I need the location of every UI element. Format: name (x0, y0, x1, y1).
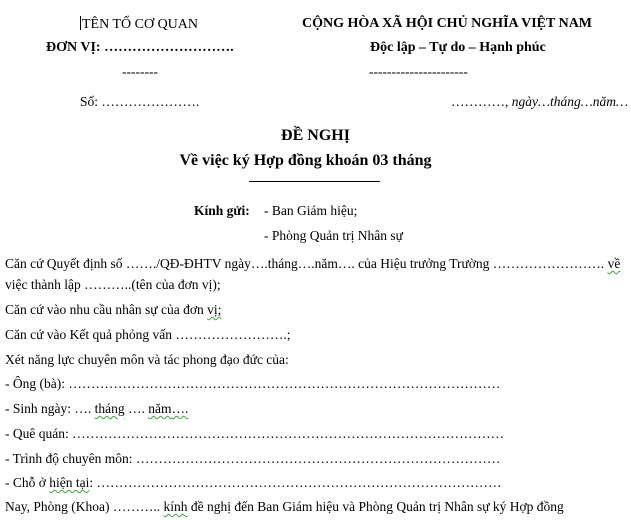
unit-line: ĐƠN VỊ: ………………………. (46, 40, 234, 55)
field-hometown: - Quê quán: …………………………………………………………………………………… (5, 426, 505, 441)
document-date: …………, ngày…tháng…năm… (451, 94, 629, 109)
field-qualification: - Trình độ chuyên môn: ……………………………………………………………………… (5, 451, 501, 466)
paragraph-assessment: Xét năng lực chuyên môn và tác phong đạo đức của: (5, 352, 289, 367)
document-number: Số: …………………. (80, 94, 200, 109)
national-title: CỘNG HÒA XÃ HỘI CHỦ NGHĨA VIỆT NAM (302, 16, 593, 31)
right-divider: ---------------------- (369, 64, 468, 79)
left-divider: -------- (122, 64, 158, 79)
recipients-label: Kính gửi: (194, 203, 250, 218)
title-underline (249, 181, 380, 182)
text-cursor (80, 16, 81, 30)
agency-name (80, 16, 198, 33)
recipient-item: - Ban Giám hiệu; (264, 203, 358, 218)
paragraph-interview: Căn cứ vào Kết quả phỏng vấn …………………….; (5, 327, 291, 342)
paragraph-needs: Căn cứ vào nhu cầu nhân sự của đơn vị; (5, 302, 222, 317)
field-birthdate: - Sinh ngày: …. tháng …. năm…. (5, 401, 189, 416)
agency-name-text: TÊN TỔ CƠ QUAN (82, 17, 199, 32)
national-motto: Độc lập – Tự do – Hạnh phúc (370, 40, 546, 55)
recipient-item: - Phòng Quản trị Nhân sự (264, 228, 403, 243)
paragraph-decision-cont: việc thành lập ………..(tên của đơn vị); (5, 277, 221, 292)
field-name: - Ông (bà): …………………………………………………………………………………… (5, 376, 501, 391)
paragraph-decision: Căn cứ Quyết định số ……./QĐ-ĐHTV ngày….tháng….năm…. của Hiệu trưởng Trường ……………………. về (5, 256, 621, 271)
document-title: ĐỀ NGHỊ (281, 127, 350, 144)
document-subtitle: Về việc ký Hợp đồng khoán 03 tháng (179, 152, 432, 169)
field-address: - Chỗ ở hiện tại: ……………………………………………………………………………… (5, 475, 502, 490)
paragraph-request: Nay, Phòng (Khoa) ……….. kính đề nghị đến Ban Giám hiệu và Phòng Quản trị Nhân sự ký Hợp đồng (5, 499, 564, 514)
